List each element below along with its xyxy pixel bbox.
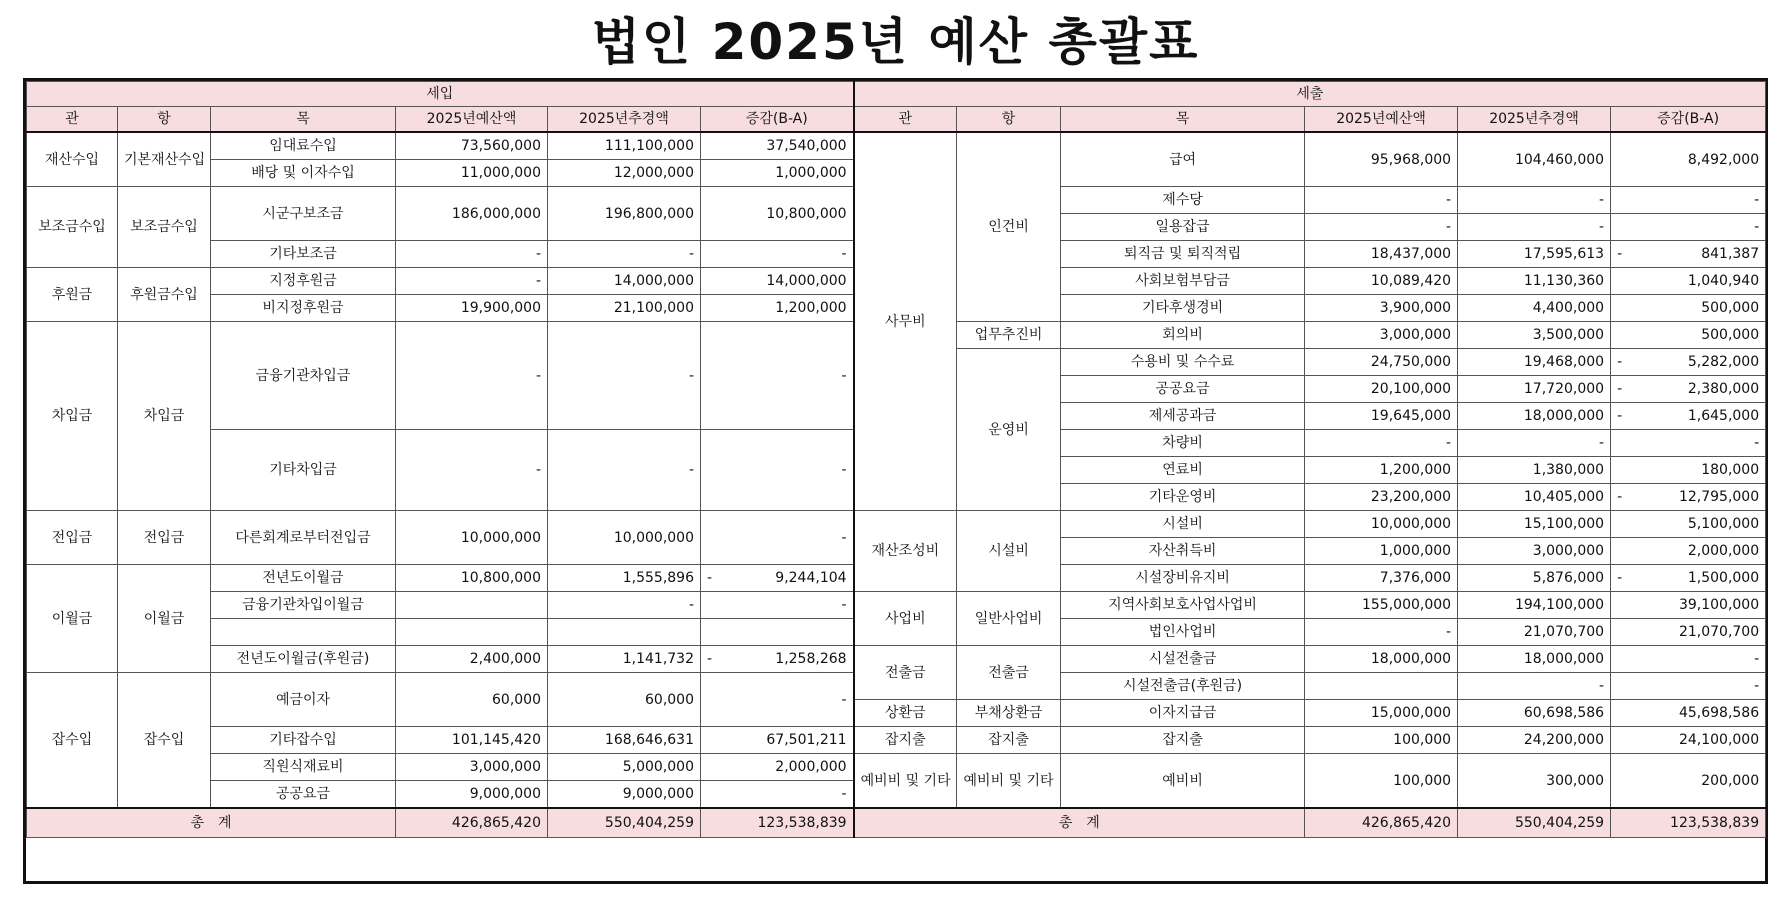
expense-mok: 시설장비유지비: [1061, 565, 1305, 592]
expense-diff: -: [1611, 673, 1766, 700]
income-mok: 비지정후원금: [211, 295, 396, 322]
diff-value: 12,795,000: [1678, 489, 1760, 505]
table-row: [27, 132, 1766, 160]
expense-mok: 기타후생경비: [1061, 295, 1305, 322]
income-budget: 10,800,000: [396, 565, 548, 592]
category-cell: 이월금: [118, 565, 211, 673]
income-supp: 1,141,732: [548, 646, 701, 673]
expense-mok: 급여: [1061, 132, 1305, 187]
income-mok: 공공요금: [211, 781, 396, 809]
diff-value: 1,645,000: [1687, 408, 1760, 424]
income-section-header: 세입: [27, 82, 854, 107]
expense-diff: 200,000: [1611, 754, 1766, 809]
income-total-diff: 123,538,839: [701, 808, 854, 838]
expense-supp: 24,200,000: [1458, 727, 1611, 754]
expense-budget: -: [1305, 430, 1458, 457]
category-cell: 이월금: [27, 565, 118, 673]
expense-diff: [1611, 565, 1766, 592]
expense-mok: 이자지급금: [1061, 700, 1305, 727]
expense-mok: 일용잡급: [1061, 214, 1305, 241]
minus-sign: -: [1617, 570, 1623, 586]
expense-mok: 법인사업비: [1061, 619, 1305, 646]
expense-gwan: 잡지출: [854, 727, 957, 754]
expense-mok: 사회보험부담금: [1061, 268, 1305, 295]
income-budget: 2,400,000: [396, 646, 548, 673]
income-mok: 전년도이월금: [211, 565, 396, 592]
expense-supp: 19,468,000: [1458, 349, 1611, 376]
income-budget: 186,000,000: [396, 187, 548, 241]
expense-supp: 60,698,586: [1458, 700, 1611, 727]
income-budget: [396, 619, 548, 646]
table-row: [27, 592, 1766, 619]
income-total-budget: 426,865,420: [396, 808, 548, 838]
income-mok: 금융기관차입금: [211, 322, 396, 430]
expense-diff: 1,040,940: [1611, 268, 1766, 295]
expense-mok: 회의비: [1061, 322, 1305, 349]
expense-total-supp: 550,404,259: [1458, 808, 1611, 838]
minus-sign: -: [707, 570, 713, 586]
category-cell: 잡수입: [27, 673, 118, 809]
income-diff: -: [701, 430, 854, 511]
category-cell: 전입금: [27, 511, 118, 565]
expense-supp: 194,100,000: [1458, 592, 1611, 619]
diff-value: 9,244,104: [775, 570, 847, 586]
expense-budget: 10,089,420: [1305, 268, 1458, 295]
minus-sign: -: [1617, 354, 1623, 370]
column-header-hang: 항: [957, 107, 1061, 133]
expense-mok: 수용비 및 수수료: [1061, 349, 1305, 376]
income-budget: -: [396, 268, 548, 295]
income-mok: 배당 및 이자수입: [211, 160, 396, 187]
diff-value: 1,500,000: [1687, 570, 1760, 586]
expense-hang: 부채상환금: [957, 700, 1061, 727]
column-header-diff: 증감(B-A): [701, 107, 854, 133]
income-diff: 2,000,000: [701, 754, 854, 781]
category-cell: 차입금: [27, 322, 118, 511]
diff-value: 5,282,000: [1687, 354, 1760, 370]
income-diff: [701, 619, 854, 646]
expense-diff: [1611, 376, 1766, 403]
income-budget: 101,145,420: [396, 727, 548, 754]
income-diff: -: [701, 673, 854, 727]
page-title: 법인 2025년 예산 총괄표: [591, 13, 1200, 71]
income-diff: -: [701, 511, 854, 565]
income-diff: -: [701, 781, 854, 809]
expense-diff: 2,000,000: [1611, 538, 1766, 565]
expense-section-header: 세출: [854, 82, 1766, 107]
expense-budget: 3,900,000: [1305, 295, 1458, 322]
expense-budget: 18,437,000: [1305, 241, 1458, 268]
income-supp: [548, 619, 701, 646]
expense-mok: 지역사회보호사업사업비: [1061, 592, 1305, 619]
expense-diff: -: [1611, 430, 1766, 457]
minus-sign: -: [1617, 489, 1623, 505]
category-cell: 잡수입: [118, 673, 211, 809]
expense-budget: 1,000,000: [1305, 538, 1458, 565]
income-supp: 168,646,631: [548, 727, 701, 754]
column-header-diff: 증감(B-A): [1611, 107, 1766, 133]
expense-supp: 4,400,000: [1458, 295, 1611, 322]
expense-hang: 전출금: [957, 646, 1061, 700]
expense-supp: 3,500,000: [1458, 322, 1611, 349]
income-budget: 60,000: [396, 673, 548, 727]
expense-supp: 15,100,000: [1458, 511, 1611, 538]
category-cell: 후원금: [27, 268, 118, 322]
category-cell: 차입금: [118, 322, 211, 511]
income-budget: 3,000,000: [396, 754, 548, 781]
expense-gwan: 사무비: [854, 132, 957, 511]
income-supp: 5,000,000: [548, 754, 701, 781]
expense-supp: 104,460,000: [1458, 132, 1611, 187]
expense-supp: 5,876,000: [1458, 565, 1611, 592]
expense-budget: 1,200,000: [1305, 457, 1458, 484]
expense-diff: 24,100,000: [1611, 727, 1766, 754]
income-total-supp: 550,404,259: [548, 808, 701, 838]
income-mok: 예금이자: [211, 673, 396, 727]
expense-budget: 15,000,000: [1305, 700, 1458, 727]
table-row: [27, 727, 1766, 754]
expense-gwan: 사업비: [854, 592, 957, 646]
expense-budget: [1305, 673, 1458, 700]
expense-mok: 제세공과금: [1061, 403, 1305, 430]
column-header-hang: 항: [118, 107, 211, 133]
expense-supp: 11,130,360: [1458, 268, 1611, 295]
expense-budget: 155,000,000: [1305, 592, 1458, 619]
column-header-supp: 2025년추경액: [548, 107, 701, 133]
income-mok: 지정후원금: [211, 268, 396, 295]
expense-supp: -: [1458, 187, 1611, 214]
expense-diff: 180,000: [1611, 457, 1766, 484]
expense-budget: 7,376,000: [1305, 565, 1458, 592]
table-row: [27, 107, 1766, 133]
expense-diff: 21,070,700: [1611, 619, 1766, 646]
income-supp: -: [548, 592, 701, 619]
expense-gwan: 재산조성비: [854, 511, 957, 592]
income-diff: 67,501,211: [701, 727, 854, 754]
income-diff: 1,200,000: [701, 295, 854, 322]
income-supp: 12,000,000: [548, 160, 701, 187]
expense-total-label: 총 계: [854, 808, 1305, 838]
income-budget: [396, 592, 548, 619]
expense-mok: 자산취득비: [1061, 538, 1305, 565]
expense-diff: [1611, 403, 1766, 430]
expense-diff: [1611, 484, 1766, 511]
income-budget: 11,000,000: [396, 160, 548, 187]
category-cell: 보조금수입: [118, 187, 211, 268]
income-supp: 10,000,000: [548, 511, 701, 565]
expense-hang: 인건비: [957, 132, 1061, 322]
income-supp: -: [548, 241, 701, 268]
expense-supp: -: [1458, 673, 1611, 700]
income-mok: 시군구보조금: [211, 187, 396, 241]
category-cell: 보조금수입: [27, 187, 118, 268]
expense-diff: 500,000: [1611, 295, 1766, 322]
income-mok: 기타잡수입: [211, 727, 396, 754]
income-supp: 1,555,896: [548, 565, 701, 592]
income-supp: 21,100,000: [548, 295, 701, 322]
expense-supp: 17,720,000: [1458, 376, 1611, 403]
income-budget: 73,560,000: [396, 132, 548, 160]
expense-supp: 18,000,000: [1458, 403, 1611, 430]
category-cell: 전입금: [118, 511, 211, 565]
expense-budget: 95,968,000: [1305, 132, 1458, 187]
expense-budget: 19,645,000: [1305, 403, 1458, 430]
expense-budget: 100,000: [1305, 754, 1458, 809]
income-mok: 기타보조금: [211, 241, 396, 268]
income-mok: 직원식재료비: [211, 754, 396, 781]
expense-hang: 시설비: [957, 511, 1061, 592]
column-header-mok: 목: [211, 107, 396, 133]
expense-mok: 예비비: [1061, 754, 1305, 809]
budget-table: [26, 81, 1766, 838]
expense-diff: 500,000: [1611, 322, 1766, 349]
expense-diff: [1611, 241, 1766, 268]
income-budget: 10,000,000: [396, 511, 548, 565]
income-diff: 37,540,000: [701, 132, 854, 160]
category-cell: 기본재산수입: [118, 132, 211, 187]
expense-supp: 21,070,700: [1458, 619, 1611, 646]
expense-supp: 1,380,000: [1458, 457, 1611, 484]
income-mok: 임대료수입: [211, 132, 396, 160]
income-diff: -: [701, 592, 854, 619]
expense-diff: [1611, 349, 1766, 376]
expense-supp: 3,000,000: [1458, 538, 1611, 565]
income-mok: 전년도이월금(후원금): [211, 646, 396, 673]
income-supp: 111,100,000: [548, 132, 701, 160]
expense-mok: 기타운영비: [1061, 484, 1305, 511]
expense-supp: -: [1458, 214, 1611, 241]
income-mok: [211, 619, 396, 646]
expense-budget: 24,750,000: [1305, 349, 1458, 376]
expense-mok: 시설비: [1061, 511, 1305, 538]
income-budget: -: [396, 241, 548, 268]
income-budget: -: [396, 322, 548, 430]
column-header-mok: 목: [1061, 107, 1305, 133]
expense-supp: 300,000: [1458, 754, 1611, 809]
income-supp: 14,000,000: [548, 268, 701, 295]
income-mok: 기타차입금: [211, 430, 396, 511]
diff-value: 2,380,000: [1687, 381, 1760, 397]
income-diff: [701, 565, 854, 592]
income-supp: -: [548, 430, 701, 511]
table-row: [27, 511, 1766, 538]
expense-supp: 18,000,000: [1458, 646, 1611, 673]
expense-mok: 잡지출: [1061, 727, 1305, 754]
column-header-budget: 2025년예산액: [396, 107, 548, 133]
income-total-label: 총 계: [27, 808, 396, 838]
expense-mok: 공공요금: [1061, 376, 1305, 403]
table-row: [27, 82, 1766, 107]
income-diff: -: [701, 322, 854, 430]
column-header-supp: 2025년추경액: [1458, 107, 1611, 133]
expense-budget: 23,200,000: [1305, 484, 1458, 511]
expense-diff: -: [1611, 646, 1766, 673]
expense-budget: 18,000,000: [1305, 646, 1458, 673]
expense-mok: 시설전출금(후원금): [1061, 673, 1305, 700]
income-supp: 60,000: [548, 673, 701, 727]
expense-hang: 예비비 및 기타: [957, 754, 1061, 809]
expense-mok: 연료비: [1061, 457, 1305, 484]
expense-gwan: 전출금: [854, 646, 957, 700]
expense-hang: 잡지출: [957, 727, 1061, 754]
expense-diff: -: [1611, 214, 1766, 241]
column-header-gwan: 관: [854, 107, 957, 133]
minus-sign: -: [1617, 408, 1623, 424]
minus-sign: -: [1617, 381, 1623, 397]
income-mok: 금융기관차입이월금: [211, 592, 396, 619]
expense-diff: 5,100,000: [1611, 511, 1766, 538]
minus-sign: -: [1617, 246, 1623, 262]
table-row: [27, 646, 1766, 673]
expense-budget: -: [1305, 187, 1458, 214]
expense-budget: 10,000,000: [1305, 511, 1458, 538]
income-diff: -: [701, 241, 854, 268]
expense-hang: 일반사업비: [957, 592, 1061, 646]
income-mok: 다른회계로부터전입금: [211, 511, 396, 565]
income-supp: 196,800,000: [548, 187, 701, 241]
income-supp: 9,000,000: [548, 781, 701, 809]
income-supp: -: [548, 322, 701, 430]
expense-budget: -: [1305, 214, 1458, 241]
expense-mok: 시설전출금: [1061, 646, 1305, 673]
income-budget: -: [396, 430, 548, 511]
expense-budget: 20,100,000: [1305, 376, 1458, 403]
income-diff: 10,800,000: [701, 187, 854, 241]
income-diff: 1,000,000: [701, 160, 854, 187]
budget-table-frame: [23, 78, 1768, 884]
minus-sign: -: [707, 651, 713, 667]
expense-diff: 8,492,000: [1611, 132, 1766, 187]
expense-mok: 차량비: [1061, 430, 1305, 457]
expense-budget: 100,000: [1305, 727, 1458, 754]
expense-budget: 3,000,000: [1305, 322, 1458, 349]
income-budget: 19,900,000: [396, 295, 548, 322]
expense-hang: 운영비: [957, 349, 1061, 511]
expense-total-budget: 426,865,420: [1305, 808, 1458, 838]
expense-mok: 제수당: [1061, 187, 1305, 214]
category-cell: 재산수입: [27, 132, 118, 187]
expense-diff: -: [1611, 187, 1766, 214]
income-diff: 14,000,000: [701, 268, 854, 295]
expense-diff: 45,698,586: [1611, 700, 1766, 727]
expense-supp: 17,595,613: [1458, 241, 1611, 268]
expense-gwan: 예비비 및 기타: [854, 754, 957, 809]
table-row: [27, 808, 1766, 838]
expense-budget: -: [1305, 619, 1458, 646]
expense-gwan: 상환금: [854, 700, 957, 727]
expense-diff: 39,100,000: [1611, 592, 1766, 619]
expense-hang: 업무추진비: [957, 322, 1061, 349]
diff-value: 841,387: [1701, 246, 1760, 262]
column-header-budget: 2025년예산액: [1305, 107, 1458, 133]
expense-supp: 10,405,000: [1458, 484, 1611, 511]
column-header-gwan: 관: [27, 107, 118, 133]
income-diff: [701, 646, 854, 673]
expense-mok: 퇴직금 및 퇴직적립: [1061, 241, 1305, 268]
diff-value: 1,258,268: [775, 651, 847, 667]
category-cell: 후원금수입: [118, 268, 211, 322]
expense-supp: -: [1458, 430, 1611, 457]
expense-total-diff: 123,538,839: [1611, 808, 1766, 838]
income-budget: 9,000,000: [396, 781, 548, 809]
